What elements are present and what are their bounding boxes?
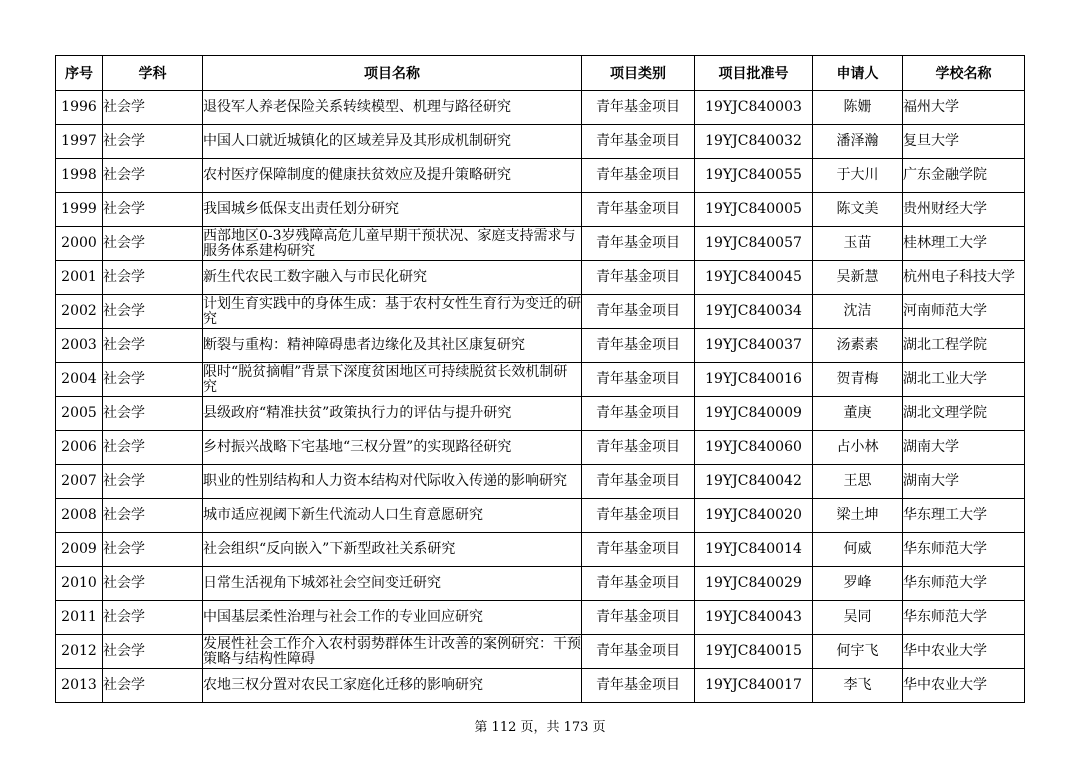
cell-school: 华东师范大学 <box>903 533 1025 567</box>
cell-type: 青年基金项目 <box>582 159 695 193</box>
cell-subject: 社会学 <box>103 635 203 669</box>
cell-no: 1997 <box>56 125 103 159</box>
cell-title: 计划生育实践中的身体生成：基于农村女性生育行为变迁的研究 <box>203 295 581 327</box>
cell-applicant: 何宇飞 <box>813 635 903 669</box>
table-body <box>56 91 1025 703</box>
cell-type: 青年基金项目 <box>582 125 695 159</box>
cell-applicant: 罗峰 <box>813 567 903 601</box>
cell-subject: 社会学 <box>103 125 203 159</box>
cell-no: 1999 <box>56 193 103 227</box>
cell-subject: 社会学 <box>103 601 203 635</box>
cell-applicant: 李飞 <box>813 669 903 703</box>
cell-title: 日常生活视角下城郊社会空间变迁研究 <box>203 567 582 601</box>
cell-no: 2005 <box>56 397 103 431</box>
cell-applicant: 潘泽瀚 <box>813 125 903 159</box>
cell-type: 青年基金项目 <box>582 397 695 431</box>
cell-applicant: 梁土坤 <box>813 499 903 533</box>
cell-no: 2002 <box>56 295 103 329</box>
cell-no: 1996 <box>56 91 103 125</box>
table-row <box>56 601 1025 635</box>
cell-school: 华东师范大学 <box>903 567 1025 601</box>
cell-title: 中国基层柔性治理与社会工作的专业回应研究 <box>203 601 582 635</box>
cell-title: 断裂与重构：精神障碍患者边缘化及其社区康复研究 <box>203 329 582 363</box>
cell-type: 青年基金项目 <box>582 363 695 397</box>
cell-type: 青年基金项目 <box>582 567 695 601</box>
cell-applicant: 玉苗 <box>813 227 903 261</box>
cell-school: 复旦大学 <box>903 125 1025 159</box>
header-approval: 项目批准号 <box>695 56 813 91</box>
cell-approval: 19YJC840034 <box>695 295 813 329</box>
cell-no: 2000 <box>56 227 103 261</box>
cell-applicant: 王思 <box>813 465 903 499</box>
cell-title: 职业的性别结构和人力资本结构对代际收入传递的影响研究 <box>203 465 582 499</box>
cell-type: 青年基金项目 <box>582 295 695 329</box>
cell-applicant: 沈洁 <box>813 295 903 329</box>
cell-approval: 19YJC840017 <box>695 669 813 703</box>
cell-applicant: 贺青梅 <box>813 363 903 397</box>
cell-no: 1998 <box>56 159 103 193</box>
cell-title: 新生代农民工数字融入与市民化研究 <box>203 261 582 295</box>
table-row <box>56 193 1025 227</box>
cell-type: 青年基金项目 <box>582 533 695 567</box>
cell-applicant: 陈姗 <box>813 91 903 125</box>
cell-school: 华东师范大学 <box>903 601 1025 635</box>
table-row <box>56 159 1025 193</box>
cell-title: 发展性社会工作介入农村弱势群体生计改善的案例研究：干预策略与结构性障碍 <box>203 635 581 667</box>
cell-type: 青年基金项目 <box>582 465 695 499</box>
header-title: 项目名称 <box>203 56 582 91</box>
cell-type: 青年基金项目 <box>582 431 695 465</box>
cell-approval: 19YJC840005 <box>695 193 813 227</box>
cell-type: 青年基金项目 <box>582 227 695 261</box>
cell-subject: 社会学 <box>103 227 203 261</box>
cell-school: 华中农业大学 <box>903 669 1025 703</box>
cell-type: 青年基金项目 <box>582 91 695 125</box>
cell-type: 青年基金项目 <box>582 601 695 635</box>
cell-approval: 19YJC840045 <box>695 261 813 295</box>
cell-subject: 社会学 <box>103 567 203 601</box>
cell-subject: 社会学 <box>103 465 203 499</box>
cell-subject: 社会学 <box>103 261 203 295</box>
cell-subject: 社会学 <box>103 159 203 193</box>
cell-type: 青年基金项目 <box>582 499 695 533</box>
cell-title: 城市适应视阈下新生代流动人口生育意愿研究 <box>203 499 582 533</box>
table-row <box>56 363 1025 397</box>
cell-no: 2004 <box>56 363 103 397</box>
cell-applicant: 董庚 <box>813 397 903 431</box>
cell-approval: 19YJC840057 <box>695 227 813 261</box>
cell-subject: 社会学 <box>103 329 203 363</box>
cell-approval: 19YJC840032 <box>695 125 813 159</box>
cell-no: 2011 <box>56 601 103 635</box>
header-type: 项目类别 <box>582 56 695 91</box>
cell-approval: 19YJC840043 <box>695 601 813 635</box>
table-row <box>56 227 1025 261</box>
cell-applicant: 何威 <box>813 533 903 567</box>
cell-school: 湖南大学 <box>903 465 1025 499</box>
cell-no: 2009 <box>56 533 103 567</box>
cell-subject: 社会学 <box>103 363 203 397</box>
cell-approval: 19YJC840014 <box>695 533 813 567</box>
cell-approval: 19YJC840016 <box>695 363 813 397</box>
cell-title: 西部地区0-3岁残障高危儿童早期干预状况、家庭支持需求与服务体系建构研究 <box>203 227 582 261</box>
table-row <box>56 567 1025 601</box>
cell-subject: 社会学 <box>103 295 203 329</box>
header-no: 序号 <box>56 56 103 91</box>
cell-school: 河南师范大学 <box>903 295 1025 329</box>
cell-title: 社会组织“反向嵌入”下新型政社关系研究 <box>203 533 582 567</box>
cell-approval: 19YJC840020 <box>695 499 813 533</box>
cell-school: 华中农业大学 <box>903 635 1025 669</box>
table-row <box>56 329 1025 363</box>
cell-school: 桂林理工大学 <box>903 227 1025 261</box>
cell-no: 2007 <box>56 465 103 499</box>
table-row <box>56 91 1025 125</box>
cell-title: 乡村振兴战略下宅基地“三权分置”的实现路径研究 <box>203 431 582 465</box>
cell-school: 湖北文理学院 <box>903 397 1025 431</box>
cell-title: 限时“脱贫摘帽”背景下深度贫困地区可持续脱贫长效机制研究 <box>203 363 582 397</box>
cell-applicant: 于大川 <box>813 159 903 193</box>
header-school: 学校名称 <box>903 56 1025 91</box>
cell-approval: 19YJC840009 <box>695 397 813 431</box>
cell-type: 青年基金项目 <box>582 261 695 295</box>
cell-no: 2003 <box>56 329 103 363</box>
cell-school: 杭州电子科技大学 <box>903 261 1025 295</box>
cell-school: 华东理工大学 <box>903 499 1025 533</box>
cell-approval: 19YJC840029 <box>695 567 813 601</box>
cell-no: 2001 <box>56 261 103 295</box>
page-footer: 第 112 页，共 173 页 <box>474 720 606 735</box>
cell-title: 退役军人养老保险关系转续模型、机理与路径研究 <box>203 91 582 125</box>
cell-type: 青年基金项目 <box>582 193 695 227</box>
cell-applicant: 汤素素 <box>813 329 903 363</box>
table-row <box>56 295 1025 329</box>
cell-type: 青年基金项目 <box>582 669 695 703</box>
table-row <box>56 669 1025 703</box>
cell-title: 农地三权分置对农民工家庭化迁移的影响研究 <box>203 669 582 703</box>
cell-school: 福州大学 <box>903 91 1025 125</box>
table-row <box>56 635 1025 669</box>
table-row <box>56 465 1025 499</box>
header-subject: 学科 <box>103 56 203 91</box>
cell-subject: 社会学 <box>103 499 203 533</box>
cell-school: 湖北工程学院 <box>903 329 1025 363</box>
table-row <box>56 431 1025 465</box>
cell-approval: 19YJC840042 <box>695 465 813 499</box>
table-row <box>56 533 1025 567</box>
cell-approval: 19YJC840037 <box>695 329 813 363</box>
cell-no: 2012 <box>56 635 103 669</box>
cell-type: 青年基金项目 <box>582 635 695 669</box>
table-row <box>56 397 1025 431</box>
cell-school: 湖北工业大学 <box>903 363 1025 397</box>
table-row <box>56 125 1025 159</box>
cell-subject: 社会学 <box>103 91 203 125</box>
cell-type: 青年基金项目 <box>582 329 695 363</box>
cell-title: 农村医疗保障制度的健康扶贫效应及提升策略研究 <box>203 159 582 193</box>
table-row <box>56 261 1025 295</box>
header-applicant: 申请人 <box>813 56 903 91</box>
cell-approval: 19YJC840060 <box>695 431 813 465</box>
cell-subject: 社会学 <box>103 533 203 567</box>
cell-no: 2013 <box>56 669 103 703</box>
cell-no: 2010 <box>56 567 103 601</box>
cell-school: 湖南大学 <box>903 431 1025 465</box>
cell-title: 我国城乡低保支出责任划分研究 <box>203 193 582 227</box>
cell-title: 中国人口就近城镇化的区域差异及其形成机制研究 <box>203 125 582 159</box>
cell-school: 广东金融学院 <box>903 159 1025 193</box>
table-header-row <box>56 56 1025 91</box>
cell-approval: 19YJC840015 <box>695 635 813 669</box>
cell-approval: 19YJC840055 <box>695 159 813 193</box>
cell-applicant: 陈文美 <box>813 193 903 227</box>
table-row <box>56 499 1025 533</box>
cell-subject: 社会学 <box>103 193 203 227</box>
cell-school: 贵州财经大学 <box>903 193 1025 227</box>
cell-applicant: 占小林 <box>813 431 903 465</box>
cell-subject: 社会学 <box>103 669 203 703</box>
cell-applicant: 吴同 <box>813 601 903 635</box>
cell-applicant: 吴新慧 <box>813 261 903 295</box>
cell-no: 2006 <box>56 431 103 465</box>
cell-approval: 19YJC840003 <box>695 91 813 125</box>
cell-no: 2008 <box>56 499 103 533</box>
cell-subject: 社会学 <box>103 431 203 465</box>
cell-subject: 社会学 <box>103 397 203 431</box>
cell-title: 县级政府“精准扶贫”政策执行力的评估与提升研究 <box>203 397 582 431</box>
project-table <box>55 55 1025 703</box>
